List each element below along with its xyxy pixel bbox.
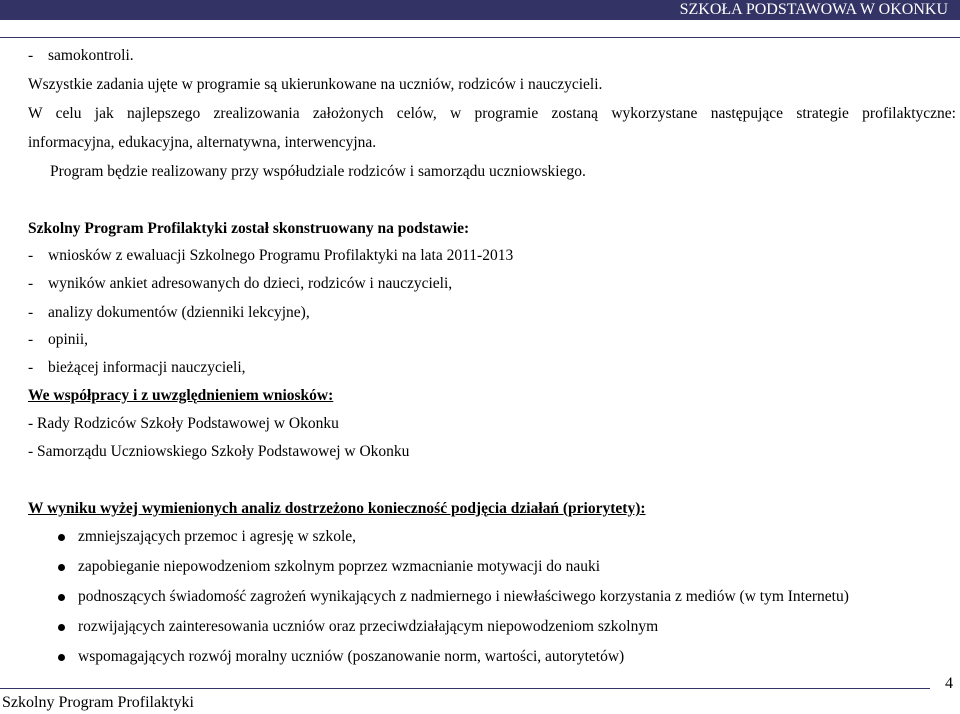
basis-item: - wniosków z ewaluacji Szkolnego Programu Profilaktyki na lata 2011-2013: [28, 247, 514, 264]
cooperation-item: - Samorządu Uczniowskiego Szkoły Podstawowej w Okonku: [28, 443, 410, 460]
priority-item: [78, 588, 849, 606]
header-divider: [0, 37, 960, 38]
priority-text: zapobieganie niepowodzeniom szkolnym poprzez wzmacnianie motywacji do nauki: [78, 558, 601, 575]
priority-item: [78, 558, 600, 576]
basis-item-text: wyników ankiet adresowanych do dzieci, rodziców i nauczycieli,: [48, 275, 453, 292]
dash-item: - samokontroli.: [28, 47, 134, 64]
footer-divider: [0, 688, 930, 689]
priority-text: podnoszących świadomość zagrożeń wynikających z nadmiernego i niewłaściwego korzystania z mediów (w tym Internetu): [78, 588, 849, 605]
bullet-icon: [58, 624, 65, 631]
paragraph: Program będzie realizowany przy współudziale rodziców i samorządu uczniowskiego.: [50, 163, 586, 180]
basis-item-text: wniosków z ewaluacji Szkolnego Programu Profilaktyki na lata 2011-2013: [48, 247, 514, 264]
footer-title: Szkolny Program Profilaktyki: [2, 694, 194, 711]
header-title: SZKOŁA PODSTAWOWA W OKONKU: [679, 1, 948, 18]
basis-item-text: opinii,: [48, 331, 89, 348]
page-header: [0, 0, 960, 20]
bullet-icon: [58, 564, 65, 571]
priority-text: rozwijających zainteresowania uczniów oraz przeciwdziałającym niepowodzeniom szkolnym: [78, 618, 659, 635]
bullet-icon: [58, 654, 65, 661]
page-number: 4: [945, 675, 953, 692]
paragraph: informacyjna, edukacyjna, alternatywna, interwencyjna.: [28, 134, 377, 151]
paragraph: W celu jak najlepszego zrealizowania założonych celów, w programie zostaną wykorzystane następujące strategie profilaktyczne:: [28, 105, 956, 122]
basis-heading: Szkolny Program Profilaktyki został skonstruowany na podstawie:: [28, 220, 470, 237]
priorities-heading: W wyniku wyżej wymienionych analiz dostrzeżono konieczność podjęcia działań (priorytety):: [28, 500, 646, 517]
cooperation-item: - Rady Rodziców Szkoły Podstawowej w Okonku: [28, 415, 339, 432]
priority-item: [78, 618, 658, 636]
paragraph: Wszystkie zadania ujęte w programie są ukierunkowane na uczniów, rodziców i nauczycieli.: [28, 76, 603, 93]
priority-item: [78, 528, 356, 546]
basis-item: - analizy dokumentów (dzienniki lekcyjne),: [28, 304, 310, 321]
basis-item-text: analizy dokumentów (dzienniki lekcyjne),: [48, 304, 310, 321]
bullet-icon: [58, 594, 65, 601]
basis-item-text: bieżącej informacji nauczycieli,: [48, 359, 246, 376]
cooperation-heading: We współpracy i z uwzględnieniem wniosków:: [28, 387, 334, 404]
priority-text: wspomagających rozwój moralny uczniów (poszanowanie norm, wartości, autorytetów): [78, 648, 625, 665]
dash-item-text: samokontroli.: [48, 47, 134, 64]
priority-text: zmniejszających przemoc i agresję w szkole,: [78, 528, 357, 545]
basis-item: - opinii,: [28, 331, 89, 348]
basis-item: - wyników ankiet adresowanych do dzieci, rodziców i nauczycieli,: [28, 275, 453, 292]
bullet-icon: [58, 534, 65, 541]
basis-item: - bieżącej informacji nauczycieli,: [28, 359, 246, 376]
priority-item: [78, 648, 624, 666]
